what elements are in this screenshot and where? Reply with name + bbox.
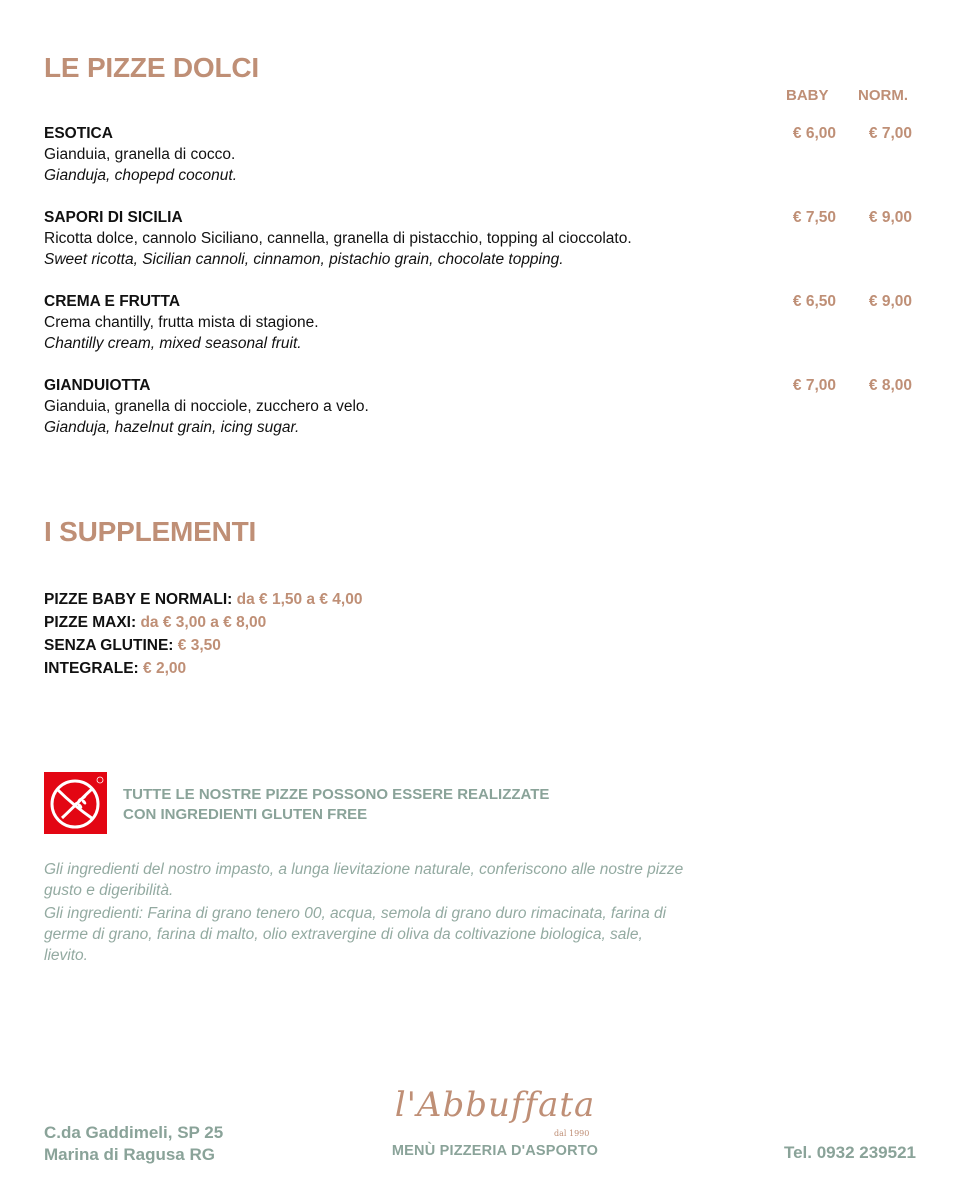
supplement-row: [44, 611, 362, 634]
item-translation: Gianduja, hazelnut grain, icing sugar.: [44, 419, 300, 436]
item-translation: Sweet ricotta, Sicilian cannoli, cinnamon, pistachio grain, chocolate topping.: [44, 251, 564, 268]
menu-item: [44, 207, 924, 270]
brand-subtitle: MENÙ PIZZERIA D'ASPORTO: [391, 1143, 599, 1159]
supplement-label: SENZA GLUTINE:: [44, 637, 174, 654]
address-line: C.da Gaddimeli, SP 25: [44, 1123, 224, 1142]
item-name: SAPORI DI SICILIA: [44, 209, 183, 226]
supplement-label: PIZZE BABY E NORMALI:: [44, 591, 233, 608]
gluten-free-line: TUTTE LE NOSTRE PIZZE POSSONO ESSERE REALIZZATE: [123, 786, 550, 803]
menu-item: [44, 375, 924, 438]
price-baby: € 7,00: [792, 377, 836, 394]
column-header-norm: NORM.: [858, 87, 908, 104]
price-norm: € 9,00: [868, 293, 912, 310]
address: [44, 1122, 223, 1166]
supplement-label: INTEGRALE:: [44, 660, 139, 677]
item-name: ESOTICA: [44, 125, 113, 142]
price-baby: € 6,50: [792, 293, 836, 310]
item-description: Crema chantilly, frutta mista di stagione.: [44, 314, 319, 331]
section-title-supplementi: I SUPPLEMENTI: [44, 516, 257, 547]
brand-since: dal 1990: [554, 1129, 590, 1138]
menu-item: [44, 291, 924, 354]
brand-logo: l'Abbuffata: [394, 1085, 596, 1125]
item-translation: Gianduja, chopepd coconut.: [44, 167, 238, 184]
supplement-row: [44, 657, 362, 680]
price-baby: € 6,00: [792, 125, 836, 142]
item-description: Ricotta dolce, cannolo Siciliano, cannella, granella di pistacchio, topping al cioccolato.: [44, 230, 632, 247]
gluten-free-icon: [44, 772, 107, 834]
supplement-value: € 3,50: [177, 637, 221, 654]
gluten-free-line: CON INGREDIENTI GLUTEN FREE: [123, 806, 368, 823]
price-norm: € 8,00: [868, 377, 912, 394]
supplement-list: [44, 588, 362, 680]
note-paragraph: Gli ingredienti del nostro impasto, a lunga lievitazione naturale, conferiscono alle nostre pizze gusto e digeribilità.: [44, 861, 684, 899]
supplement-row: [44, 588, 362, 611]
brand-block: [370, 1085, 620, 1159]
note-paragraph: Gli ingredienti: Farina di grano tenero 00, acqua, semola di grano duro rimacinata, farina di germe di grano, farina di malto, olio extravergine di oliva da coltivazione biologica, sale, lievito.: [44, 905, 667, 964]
section-title-dolci: LE PIZZE DOLCI: [44, 52, 259, 83]
item-description: Gianduia, granella di nocciole, zucchero a velo.: [44, 398, 369, 415]
item-name: CREMA E FRUTTA: [44, 293, 181, 310]
supplement-value: € 2,00: [143, 660, 187, 677]
price-norm: € 7,00: [868, 125, 912, 142]
phone-number: Tel. 0932 239521: [783, 1143, 916, 1162]
supplement-label: PIZZE MAXI:: [44, 614, 137, 631]
supplement-value: da € 3,00 a € 8,00: [140, 614, 267, 631]
price-baby: € 7,50: [792, 209, 836, 226]
address-line: Marina di Ragusa RG: [44, 1145, 215, 1164]
supplement-row: [44, 634, 362, 657]
item-name: GIANDUIOTTA: [44, 377, 151, 394]
menu-item: [44, 123, 924, 186]
supplement-value: da € 1,50 a € 4,00: [236, 591, 363, 608]
dough-notes: [44, 859, 684, 968]
price-norm: € 9,00: [868, 209, 912, 226]
column-header-baby: BABY: [786, 87, 829, 104]
item-description: Gianduia, granella di cocco.: [44, 146, 236, 163]
item-translation: Chantilly cream, mixed seasonal fruit.: [44, 335, 302, 352]
gluten-free-note: [123, 785, 549, 825]
